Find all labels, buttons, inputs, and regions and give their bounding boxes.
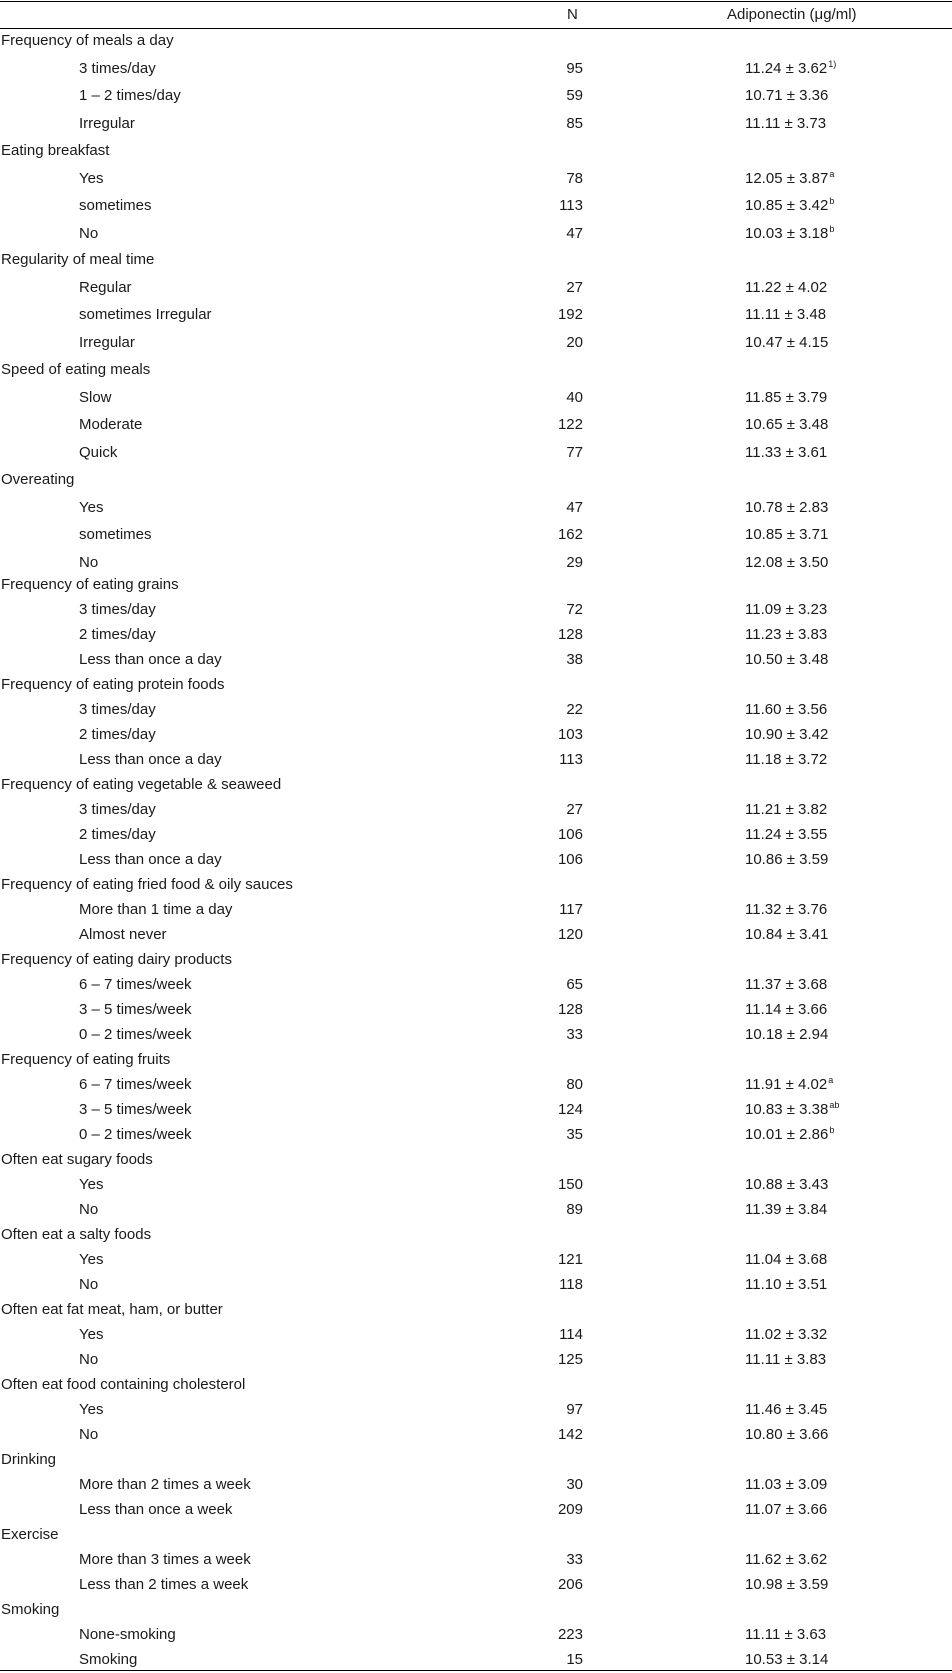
table-row (0, 723, 952, 747)
adiponectin-cell (745, 623, 828, 648)
category-label: Frequency of eating fried food & oily sauces (1, 876, 293, 893)
adiponectin-value: 11.85 ± 3.79 (745, 388, 828, 406)
row-label: Irregular (79, 333, 135, 351)
significance-superscript: a (829, 168, 835, 179)
n-value: 95 (566, 59, 583, 77)
category-row (0, 1148, 952, 1172)
adiponectin-cell (745, 1473, 828, 1498)
n-value: 223 (557, 1626, 583, 1643)
table-row (0, 1348, 952, 1372)
row-label: 3 times/day (79, 601, 156, 618)
row-label: Moderate (79, 416, 143, 433)
table-row (0, 303, 952, 327)
row-label: sometimes (79, 197, 152, 214)
category-row (0, 673, 952, 697)
n-value: 47 (566, 498, 583, 516)
category-label: Drinking (1, 1451, 57, 1468)
significance-superscript: b (829, 223, 835, 234)
n-value: 72 (566, 601, 583, 618)
table-row (0, 823, 952, 847)
row-label: 1 – 2 times/day (79, 87, 181, 104)
n-value: 106 (557, 851, 583, 868)
category-row (0, 773, 952, 797)
adiponectin-value: 10.03 ± 3.18 (745, 224, 829, 242)
category-row (0, 1048, 952, 1072)
category-label: Eating breakfast (1, 142, 110, 159)
table-row (0, 1323, 952, 1347)
table-row (0, 1273, 952, 1297)
n-value: 35 (566, 1126, 583, 1143)
adiponectin-value: 10.90 ± 3.42 (745, 726, 829, 743)
adiponectin-cell (745, 1348, 827, 1373)
table-row (0, 1623, 952, 1647)
table-row (0, 1073, 952, 1097)
category-label: Frequency of eating dairy products (1, 951, 232, 968)
adiponectin-cell (745, 1623, 827, 1648)
table-row (0, 898, 952, 922)
row-label: Yes (79, 498, 104, 516)
category-row (0, 139, 952, 163)
n-value: 150 (557, 1176, 583, 1193)
adiponectin-value: 11.11 ± 3.63 (745, 1626, 827, 1643)
row-label: Irregular (79, 114, 135, 132)
adiponectin-cell (745, 1548, 828, 1573)
table-row (0, 167, 952, 191)
table-row (0, 523, 952, 547)
table-row (0, 623, 952, 647)
n-value: 192 (557, 306, 583, 323)
category-row (0, 1598, 952, 1622)
adiponectin-cell (745, 848, 829, 873)
table-row (0, 1573, 952, 1597)
n-value: 117 (559, 901, 583, 918)
adiponectin-cell (745, 1323, 828, 1348)
table-row (0, 648, 952, 672)
adiponectin-cell (745, 1023, 829, 1048)
table-row (0, 496, 952, 520)
row-label: Less than once a day (79, 651, 222, 668)
row-label: No (79, 1351, 99, 1368)
category-label: Overeating (1, 471, 75, 488)
table-row (0, 848, 952, 872)
adiponectin-cell (745, 748, 828, 773)
row-label: Quick (79, 443, 118, 461)
bottom-rule (0, 1670, 952, 1671)
category-label: Often eat sugary foods (1, 1151, 153, 1168)
table-row (0, 1648, 952, 1672)
adiponectin-value: 10.85 ± 3.71 (745, 526, 829, 543)
top-rule (0, 1, 952, 2)
adiponectin-value: 11.11 ± 3.83 (745, 1351, 827, 1368)
table-row (0, 923, 952, 947)
adiponectin-value: 10.71 ± 3.36 (745, 87, 829, 104)
adiponectin-cell (745, 84, 829, 109)
category-row (0, 358, 952, 382)
n-value: 89 (566, 1201, 583, 1218)
adiponectin-cell (745, 276, 828, 301)
n-value: 20 (566, 333, 583, 351)
adiponectin-cell (745, 441, 828, 466)
table-row (0, 1023, 952, 1047)
adiponectin-value: 11.91 ± 4.02 (745, 1076, 828, 1093)
n-value: 85 (566, 114, 583, 132)
adiponectin-cell (745, 523, 829, 548)
table-row (0, 1423, 952, 1447)
adiponectin-value: 11.37 ± 3.68 (745, 976, 828, 993)
row-label: 3 times/day (79, 801, 156, 818)
category-label: Often eat fat meat, ham, or butter (1, 1301, 223, 1318)
row-label: Less than once a week (79, 1501, 233, 1518)
category-label: Frequency of eating vegetable & seaweed (1, 776, 282, 793)
category-row (0, 1298, 952, 1322)
category-label: Speed of eating meals (1, 361, 151, 378)
adiponectin-cell (745, 973, 828, 998)
row-label: Almost never (79, 926, 167, 943)
adiponectin-cell (745, 1423, 829, 1448)
table-row (0, 441, 952, 465)
adiponectin-value: 10.18 ± 2.94 (745, 1026, 829, 1043)
adiponectin-cell (745, 1398, 828, 1423)
n-value: 124 (557, 1101, 583, 1118)
n-value: 106 (557, 826, 583, 843)
category-label: Smoking (1, 1601, 60, 1618)
category-row (0, 1448, 952, 1472)
table-row (0, 1098, 952, 1122)
row-label: 6 – 7 times/week (79, 1076, 192, 1093)
adiponectin-value: 11.46 ± 3.45 (745, 1401, 828, 1418)
row-label: No (79, 553, 99, 571)
table-row (0, 413, 952, 437)
adiponectin-cell (745, 496, 829, 521)
row-label: Less than once a day (79, 851, 222, 868)
adiponectin-cell (745, 331, 829, 356)
row-label: 3 – 5 times/week (79, 1001, 192, 1018)
adiponectin-value: 11.10 ± 3.51 (745, 1276, 828, 1293)
adiponectin-value: 10.84 ± 3.41 (745, 926, 829, 943)
table-row (0, 973, 952, 997)
n-value: 22 (566, 701, 583, 718)
row-label: 3 times/day (79, 701, 156, 718)
row-label: 2 times/day (79, 826, 156, 843)
n-value: 113 (559, 751, 583, 768)
category-row (0, 248, 952, 272)
adiponectin-cell (745, 823, 828, 848)
category-label: Frequency of eating grains (1, 576, 179, 593)
row-label: Regular (79, 278, 132, 296)
significance-superscript: a (828, 1075, 834, 1085)
n-value: 103 (557, 726, 583, 743)
category-label: Exercise (1, 1526, 59, 1543)
table-row (0, 57, 952, 81)
category-row (0, 948, 952, 972)
adiponectin-value: 10.65 ± 3.48 (745, 416, 829, 433)
row-label: Less than once a day (79, 751, 222, 768)
adiponectin-value: 10.85 ± 3.42 (745, 197, 829, 214)
significance-superscript: ab (829, 1100, 840, 1110)
table-row (0, 194, 952, 218)
adiponectin-value: 11.18 ± 3.72 (745, 751, 828, 768)
row-label: Yes (79, 1251, 104, 1268)
row-label: 6 – 7 times/week (79, 976, 192, 993)
table-row (0, 1398, 952, 1422)
n-value: 59 (566, 87, 583, 104)
n-value: 142 (557, 1426, 583, 1443)
adiponectin-value: 11.23 ± 3.83 (745, 626, 828, 643)
row-label: Smoking (79, 1651, 138, 1668)
category-label: Often eat a salty foods (1, 1226, 152, 1243)
row-label: No (79, 1426, 99, 1443)
category-label: Frequency of meals a day (1, 32, 174, 49)
adiponectin-value: 11.04 ± 3.68 (745, 1251, 828, 1268)
adiponectin-value: 10.86 ± 3.59 (745, 851, 829, 868)
adiponectin-cell (745, 112, 827, 137)
category-row (0, 873, 952, 897)
significance-superscript: 1) (828, 58, 837, 69)
adiponectin-value: 12.08 ± 3.50 (745, 553, 829, 571)
n-value: 38 (566, 651, 583, 668)
adiponectin-cell (745, 798, 828, 823)
adiponectin-cell (745, 1248, 828, 1273)
adiponectin-cell (745, 1498, 828, 1523)
header-n: N (567, 6, 578, 23)
table-row (0, 331, 952, 355)
adiponectin-cell (745, 1173, 829, 1198)
adiponectin-value: 11.33 ± 3.61 (745, 443, 828, 461)
n-value: 97 (566, 1401, 583, 1418)
n-value: 33 (566, 1026, 583, 1043)
adiponectin-cell (745, 1573, 829, 1598)
row-label: 0 – 2 times/week (79, 1026, 192, 1043)
adiponectin-value: 10.88 ± 3.43 (745, 1176, 829, 1193)
row-label: sometimes Irregular (79, 306, 212, 323)
n-value: 29 (566, 553, 583, 571)
category-label: Frequency of eating fruits (1, 1051, 171, 1068)
row-label: Yes (79, 1401, 104, 1418)
n-value: 80 (566, 1076, 583, 1093)
n-value: 77 (566, 443, 583, 461)
n-value: 33 (566, 1551, 583, 1568)
significance-superscript: b (829, 1125, 835, 1135)
adiponectin-value: 10.01 ± 2.86 (745, 1126, 829, 1143)
adiponectin-value: 10.98 ± 3.59 (745, 1576, 829, 1593)
table-row (0, 1548, 952, 1572)
row-label: Slow (79, 388, 112, 406)
n-value: 27 (566, 278, 583, 296)
adiponectin-cell (745, 222, 834, 247)
category-label: Regularity of meal time (1, 251, 155, 268)
adiponectin-cell (745, 898, 828, 923)
table-row (0, 1198, 952, 1222)
adiponectin-value: 10.47 ± 4.15 (745, 333, 829, 351)
n-value: 121 (557, 1251, 583, 1268)
category-label: Often eat food containing cholesterol (1, 1376, 246, 1393)
adiponectin-value: 11.02 ± 3.32 (745, 1326, 828, 1343)
row-label: No (79, 224, 99, 242)
row-label: None-smoking (79, 1626, 176, 1643)
row-label: 3 times/day (79, 59, 156, 77)
table-row (0, 84, 952, 108)
n-value: 162 (557, 526, 583, 543)
category-label: Frequency of eating protein foods (1, 676, 225, 693)
category-row (0, 1523, 952, 1547)
adiponectin-cell (745, 1073, 833, 1098)
category-row (0, 468, 952, 492)
adiponectin-cell (745, 1273, 828, 1298)
table-row (0, 222, 952, 246)
row-label: 2 times/day (79, 626, 156, 643)
table-row (0, 551, 952, 575)
adiponectin-cell (745, 648, 829, 673)
row-label: More than 3 times a week (79, 1551, 251, 1568)
n-value: 65 (566, 976, 583, 993)
adiponectin-cell (745, 998, 828, 1023)
adiponectin-value: 11.14 ± 3.66 (745, 1001, 828, 1018)
adiponectin-value: 11.24 ± 3.62 (745, 59, 828, 77)
n-value: 40 (566, 388, 583, 406)
n-value: 128 (557, 626, 583, 643)
adiponectin-cell (745, 723, 829, 748)
adiponectin-cell (745, 386, 828, 411)
n-value: 15 (566, 1651, 583, 1668)
table-header (0, 3, 952, 27)
n-value: 206 (557, 1576, 583, 1593)
category-row (0, 1373, 952, 1397)
adiponectin-value: 11.22 ± 4.02 (745, 278, 828, 296)
row-label: Less than 2 times a week (79, 1576, 249, 1593)
table-row (0, 1473, 952, 1497)
category-row (0, 573, 952, 597)
table-row (0, 1173, 952, 1197)
n-value: 27 (566, 801, 583, 818)
n-value: 128 (557, 1001, 583, 1018)
n-value: 30 (566, 1476, 583, 1493)
table-row (0, 748, 952, 772)
adiponectin-value: 11.11 ± 3.73 (745, 114, 827, 132)
row-label: No (79, 1276, 99, 1293)
adiponectin-value: 12.05 ± 3.87 (745, 169, 829, 187)
row-label: 3 – 5 times/week (79, 1101, 192, 1118)
adiponectin-cell (745, 551, 829, 576)
row-label: More than 1 time a day (79, 901, 233, 918)
adiponectin-cell (745, 167, 834, 192)
adiponectin-value: 11.60 ± 3.56 (745, 701, 828, 718)
adiponectin-value: 11.07 ± 3.66 (745, 1501, 828, 1518)
n-value: 78 (566, 169, 583, 187)
adiponectin-value: 10.78 ± 2.83 (745, 498, 829, 516)
adiponectin-value: 11.32 ± 3.76 (745, 901, 828, 918)
adiponectin-cell (745, 923, 829, 948)
table-row (0, 1248, 952, 1272)
table-row (0, 1498, 952, 1522)
adiponectin-value: 10.53 ± 3.14 (745, 1651, 829, 1668)
adiponectin-cell (745, 303, 827, 328)
n-value: 125 (557, 1351, 583, 1368)
adiponectin-cell (745, 1123, 834, 1148)
adiponectin-cell (745, 57, 836, 82)
table-row (0, 598, 952, 622)
adiponectin-cell (745, 1198, 828, 1223)
row-label: More than 2 times a week (79, 1476, 251, 1493)
table-row (0, 1123, 952, 1147)
adiponectin-value: 11.09 ± 3.23 (745, 601, 828, 618)
n-value: 209 (557, 1501, 583, 1518)
n-value: 114 (559, 1326, 583, 1343)
row-label: 2 times/day (79, 726, 156, 743)
adiponectin-cell (745, 598, 828, 623)
adiponectin-value: 11.39 ± 3.84 (745, 1201, 828, 1218)
category-row (0, 1223, 952, 1247)
table-row (0, 998, 952, 1022)
table-row (0, 798, 952, 822)
row-label: Yes (79, 1176, 104, 1193)
n-value: 47 (566, 224, 583, 242)
adiponectin-value: 11.03 ± 3.09 (745, 1476, 828, 1493)
adiponectin-cell (745, 698, 828, 723)
n-value: 122 (557, 416, 583, 433)
n-value: 120 (557, 926, 583, 943)
adiponectin-cell (745, 194, 834, 219)
header-adiponectin: Adiponectin (μg/ml) (727, 6, 857, 23)
category-row (0, 29, 952, 53)
table-row (0, 698, 952, 722)
row-label: sometimes (79, 526, 152, 543)
significance-superscript: b (829, 196, 835, 206)
adiponectin-value: 11.24 ± 3.55 (745, 826, 828, 843)
adiponectin-value: 11.62 ± 3.62 (745, 1551, 828, 1568)
table-row (0, 112, 952, 136)
adiponectin-cell (745, 1098, 839, 1123)
adiponectin-cell (745, 413, 829, 438)
row-label: 0 – 2 times/week (79, 1126, 192, 1143)
n-value: 113 (559, 197, 583, 214)
n-value: 118 (559, 1276, 583, 1293)
row-label: No (79, 1201, 99, 1218)
table-row (0, 276, 952, 300)
adiponectin-value: 11.11 ± 3.48 (745, 306, 827, 323)
row-label: Yes (79, 1326, 104, 1343)
row-label: Yes (79, 169, 104, 187)
adiponectin-value: 10.50 ± 3.48 (745, 651, 829, 668)
adiponectin-value: 10.80 ± 3.66 (745, 1426, 829, 1443)
adiponectin-value: 10.83 ± 3.38 (745, 1101, 829, 1118)
table-row (0, 386, 952, 410)
adiponectin-value: 11.21 ± 3.82 (745, 801, 828, 818)
